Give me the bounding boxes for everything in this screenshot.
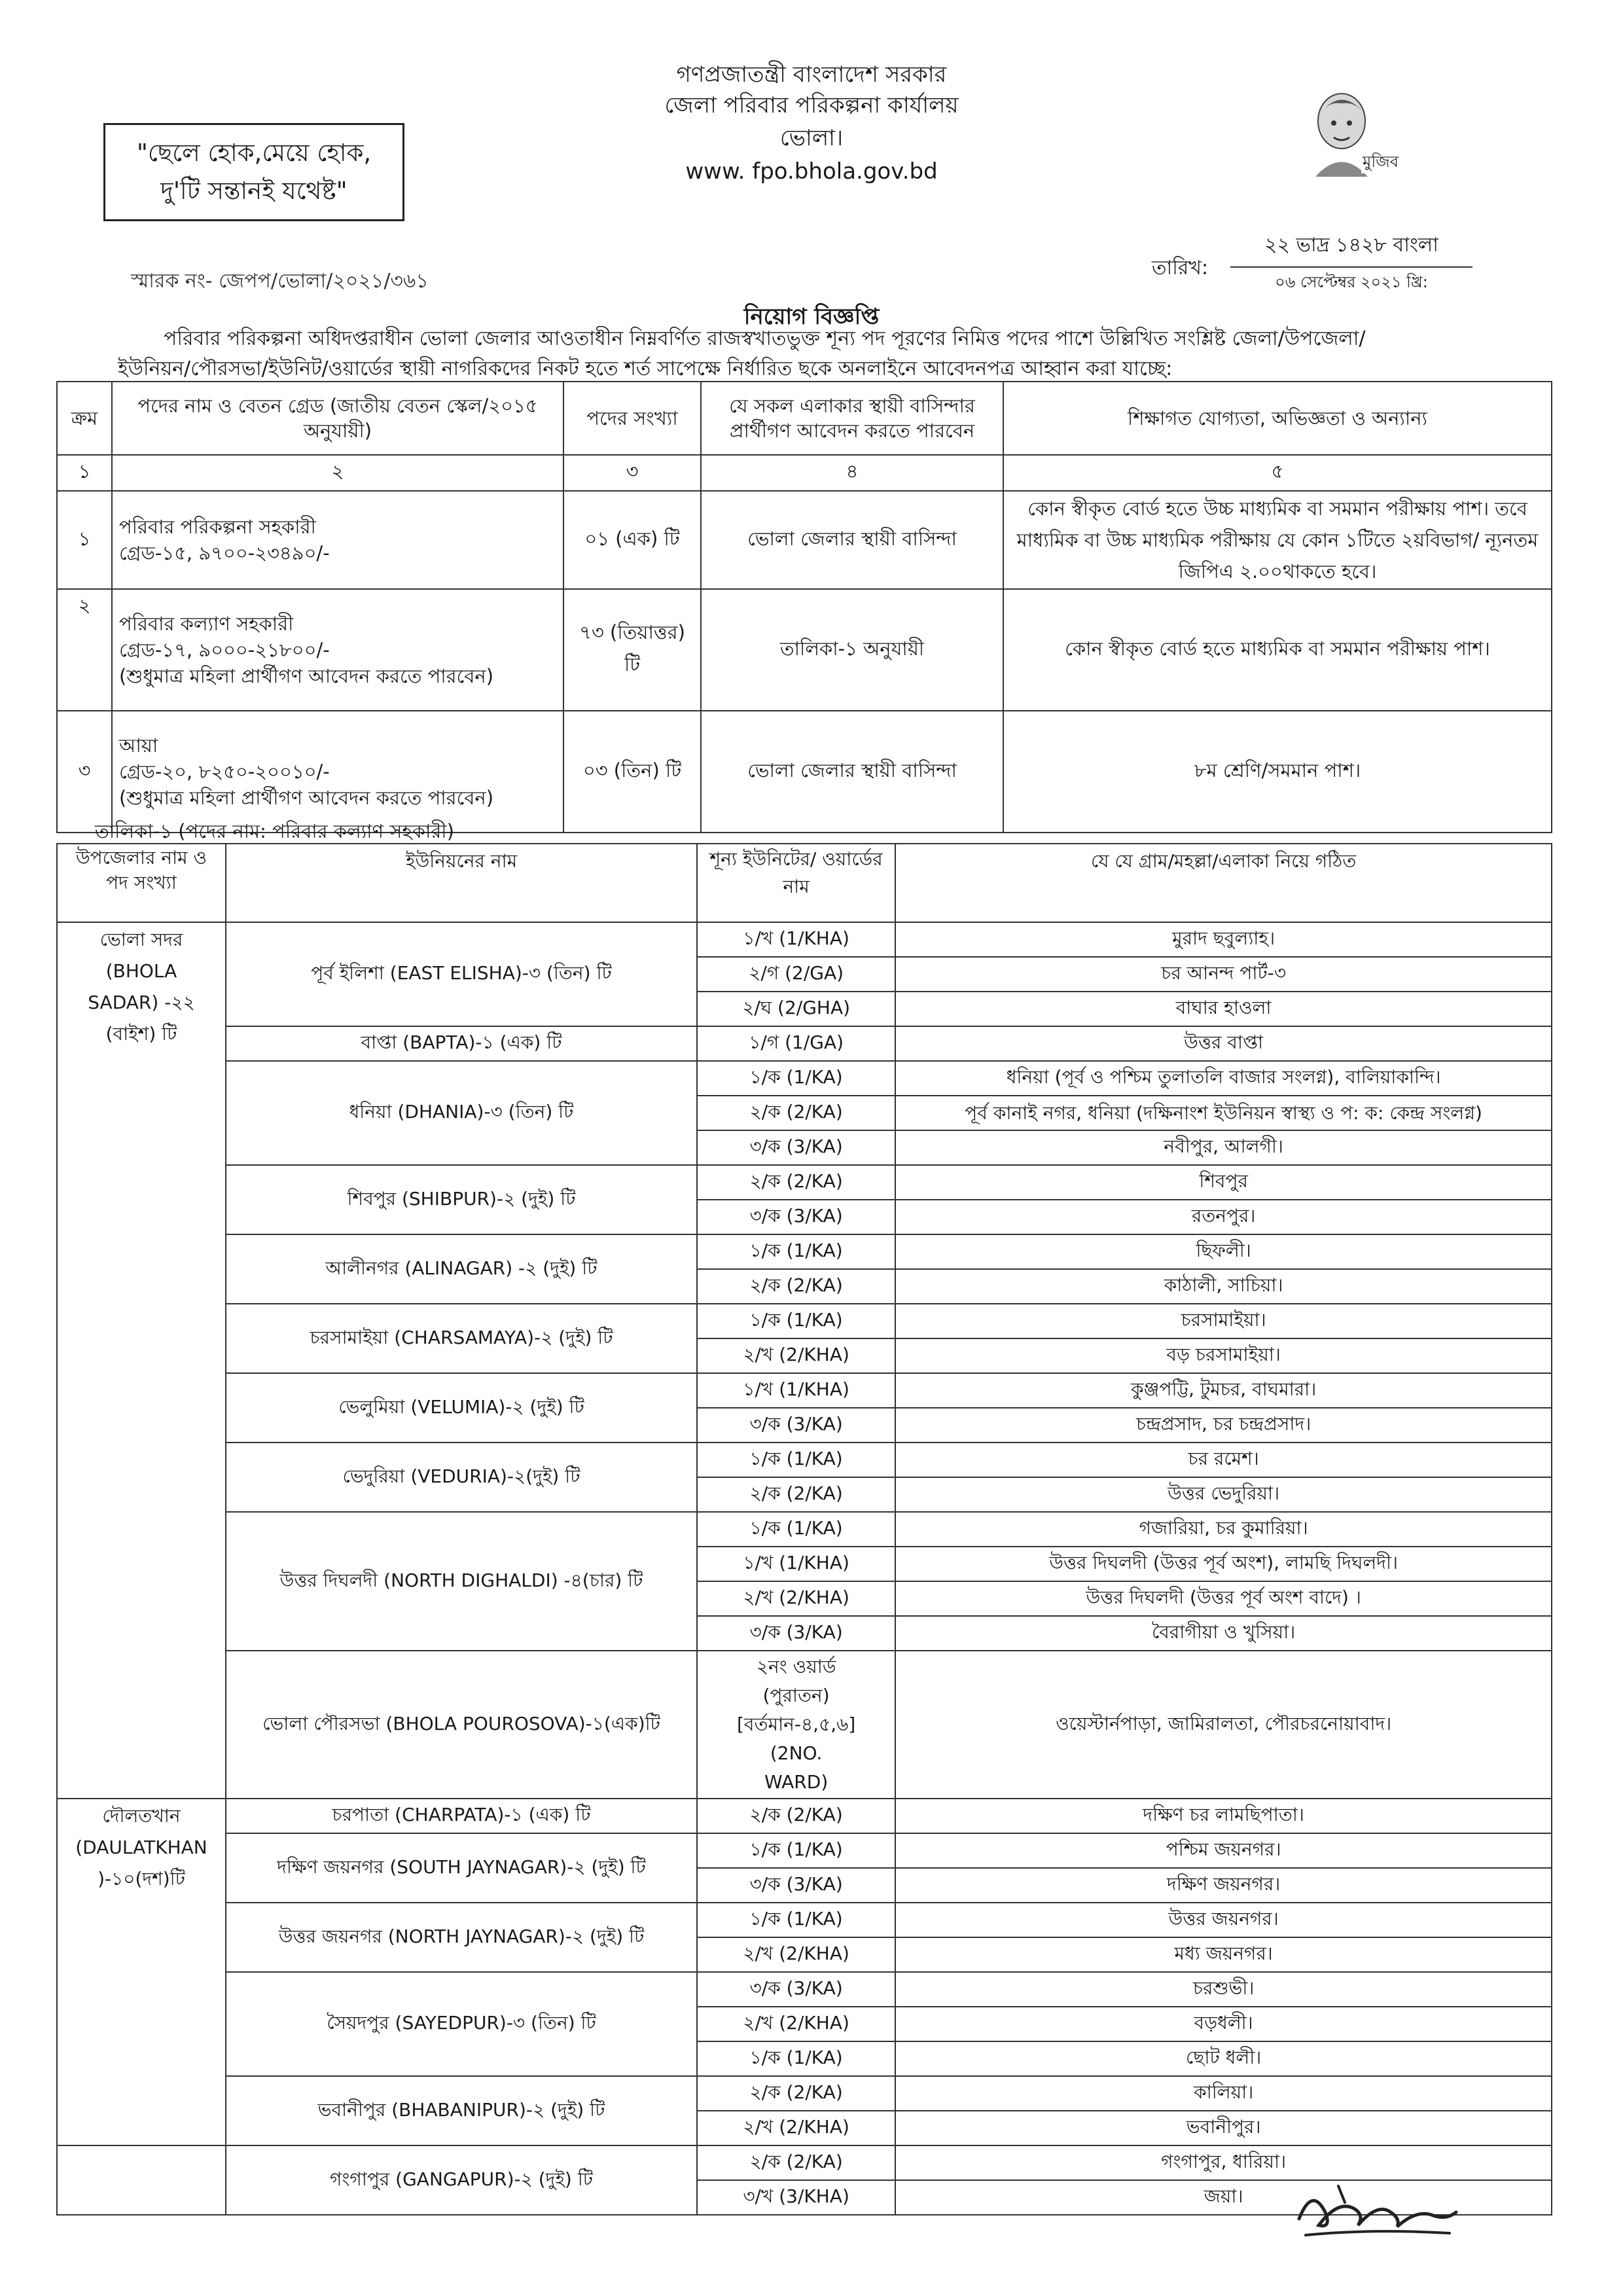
table-row	[57, 1165, 1552, 1200]
date-english: ০৬ সেপ্টেম্বর ২০২১ খ্রি:	[1275, 273, 1428, 291]
villages-cell: কাঠালী, সাচিয়া।	[895, 1269, 1552, 1304]
colnum: ১	[57, 455, 112, 491]
union-name-cell: ভবানীপুর (BHABANIPUR)-২ (দুই) টি	[226, 2076, 697, 2145]
unit-cell: ২নং ওয়ার্ড (পুরাতন) [বর্তমান-৪,৫,৬] (2NO. WARD)	[697, 1651, 895, 1799]
villages-cell: জয়া।	[895, 2180, 1552, 2215]
header-government: গণপ্রজাতন্ত্রী বাংলাদেশ সরকার	[676, 62, 947, 88]
unit-cell: ১/ক (1/KA)	[697, 1443, 895, 1477]
unions-header-unit: শূন্য ইউনিটের/ ওয়ার্ডের নাম	[697, 844, 895, 922]
unit-cell: ২/ক (2/KA)	[697, 2076, 895, 2111]
slogan-box	[103, 123, 404, 221]
post-count: ০১ (এক) টি	[563, 491, 701, 589]
unit-cell: ১/ক (1/KA)	[697, 1833, 895, 1868]
colnum: ৫	[1003, 455, 1552, 491]
villages-cell: উত্তর জয়নগর।	[895, 1903, 1552, 1937]
posts-header-qualification: শিক্ষাগত যোগ্যতা, অভিজ্ঞতা ও অন্যান্য	[1003, 382, 1552, 455]
unions-table	[56, 843, 1552, 2215]
unit-cell: ১/ক (1/KA)	[697, 1304, 895, 1338]
post-name: পরিবার পরিকল্পনা সহকারী	[119, 516, 316, 538]
post-grade: গ্রেড-২০, ৮২৫০-২০০১০/-	[119, 761, 330, 783]
memo-number: স্মারক নং- জেপপ/ভোলা/২০২১/৩৬১	[131, 270, 429, 293]
colnum: ২	[112, 455, 563, 491]
colnum: ৩	[563, 455, 701, 491]
post-note: (শুধুমাত্র মহিলা প্রার্থীগণ আবেদন করতে পারবেন)	[119, 665, 494, 687]
handwritten-signature-icon	[1293, 2173, 1463, 2245]
table-row	[57, 1903, 1552, 1937]
upazila-cell: ভোলা সদর (BHOLA SADAR) -২২ (বাইশ) টি	[57, 922, 226, 1799]
union-name-cell: ভেলুমিয়া (VELUMIA)-২ (দুই) টি	[226, 1373, 697, 1443]
villages-cell: বড়ধলী।	[895, 2007, 1552, 2041]
table-row	[57, 1651, 1552, 1799]
unions-header-union: ইউনিয়নের নাম	[226, 844, 697, 922]
post-name: আয়া	[119, 734, 158, 757]
intro-line-1: পরিবার পরিকল্পনা অধিদপ্তরাধীন ভোলা জেলার আওতাধীন নিম্নবর্ণিত রাজস্বখাতভুক্ত শূন্য পদ পূরণের নিমিত্ত পদের পাশে উল্লিখিত সংশ্লিষ্ট জেলা/উপজেলা/	[164, 327, 1366, 350]
villages-cell: গজারিয়া, চর কুমারিয়া।	[895, 1512, 1552, 1547]
villages-cell: ধনিয়া (পূর্ব ও পশ্চিম তুলাতলি বাজার সংলগ্ন), বালিয়াকান্দি।	[895, 1061, 1552, 1096]
intro-line-2: ইউনিয়ন/পৌরসভা/ইউনিট/ওয়ার্ডের স্থায়ী নাগরিকদের নিকট হতে শর্ত সাপেক্ষে নির্ধারিত ছকে অনলাইনে আবেদনপত্র আহ্বান করা যাচ্ছে:	[118, 357, 1173, 380]
union-name-cell: সৈয়দপুর (SAYEDPUR)-৩ (তিন) টি	[226, 1972, 697, 2076]
post-serial: ১	[57, 491, 112, 589]
union-name-cell: ধনিয়া (DHANIA)-৩ (তিন) টি	[226, 1061, 697, 1165]
table-row	[57, 1443, 1552, 1477]
table-row	[57, 1061, 1552, 1096]
table-row	[57, 1833, 1552, 1868]
villages-cell: মধ্য জয়নগর।	[895, 1937, 1552, 1972]
unit-cell: ২/খ (2/KHA)	[697, 2111, 895, 2145]
posts-header-serial: ক্রম	[57, 382, 112, 455]
unit-cell: ১/ক (1/KA)	[697, 1234, 895, 1269]
villages-cell: রতনপুর।	[895, 1200, 1552, 1234]
post-cell	[112, 711, 563, 833]
post-cell	[112, 491, 563, 589]
posts-colnum-row	[57, 455, 1552, 491]
villages-cell: কুঞ্জপট্টি, টুমচর, বাঘমারা।	[895, 1373, 1552, 1408]
post-row	[57, 589, 1552, 711]
date-bangla: ২২ ভাদ্র ১৪২৮ বাংলা	[1230, 229, 1472, 268]
post-grade: গ্রেড-১৫, ৯৭০০-২৩৪৯০/-	[119, 542, 330, 564]
union-name-cell: চরসামাইয়া (CHARSAMAYA)-২ (দুই) টি	[226, 1304, 697, 1373]
villages-cell: দক্ষিণ জয়নগর।	[895, 1868, 1552, 1903]
villages-cell: কালিয়া।	[895, 2076, 1552, 2111]
post-area: তালিকা-১ অনুযায়ী	[701, 589, 1003, 711]
unit-cell: ১/খ (1/KHA)	[697, 1547, 895, 1581]
union-name-cell: গংগাপুর (GANGAPUR)-২ (দুই) টি	[226, 2145, 697, 2215]
union-name-cell: পূর্ব ইলিশা (EAST ELISHA)-৩ (তিন) টি	[226, 922, 697, 1026]
villages-cell: চর আনন্দ পার্ট-৩	[895, 957, 1552, 992]
unions-header-villages: যে যে গ্রাম/মহল্লা/এলাকা নিয়ে গঠিত	[895, 844, 1552, 922]
union-name-cell: চরপাতা (CHARPATA)-১ (এক) টি	[226, 1799, 697, 1833]
villages-cell: বড় চরসামাইয়া।	[895, 1338, 1552, 1373]
notice-title: নিয়োগ বিজ্ঞপ্তি	[743, 304, 880, 330]
villages-cell: উত্তর দিঘলদী (উত্তর পূর্ব অংশ), লামছি দিঘলদী।	[895, 1547, 1552, 1581]
villages-cell: শিবপুর	[895, 1165, 1552, 1200]
union-name-cell: শিবপুর (SHIBPUR)-২ (দুই) টি	[226, 1165, 697, 1234]
header-district: ভোলা।	[779, 125, 844, 151]
post-count: ০৩ (তিন) টি	[563, 711, 701, 833]
upazila-cell: দৌলতখান (DAULATKHAN )-১০(দশ)টি	[57, 1799, 226, 2145]
unit-cell: ১/ক (1/KA)	[697, 1512, 895, 1547]
mujib-borsho-logo-icon	[1302, 85, 1420, 183]
header-office: জেলা পরিবার পরিকল্পনা কার্যালয়	[664, 92, 959, 118]
table-row	[57, 1373, 1552, 1408]
unit-cell: ২/ক (2/KA)	[697, 1799, 895, 1833]
union-name-cell: দক্ষিণ জয়নগর (SOUTH JAYNAGAR)-২ (দুই) টি	[226, 1833, 697, 1903]
villages-cell: পূর্ব কানাই নগর, ধনিয়া (দক্ষিনাংশ ইউনিয়ন স্বাস্থ্য ও প: ক: কেন্দ্র সংলগ্ন)	[895, 1096, 1552, 1130]
villages-cell: ছিফলী।	[895, 1234, 1552, 1269]
table-row	[57, 1512, 1552, 1547]
villages-cell: গংগাপুর, ধারিয়া।	[895, 2145, 1552, 2180]
unit-cell: ১/গ (1/GA)	[697, 1026, 895, 1061]
unit-cell: ২/ঘ (2/GHA)	[697, 992, 895, 1026]
slogan-line-2: দু'টি সন্তানই যথেষ্ট"	[160, 177, 348, 205]
villages-cell: ভবানীপুর।	[895, 2111, 1552, 2145]
unions-header-upazila: উপজেলার নাম ও পদ সংখ্যা	[57, 844, 226, 922]
unit-cell: ২/ক (2/KA)	[697, 1165, 895, 1200]
table-row	[57, 1026, 1552, 1061]
post-note: (শুধুমাত্র মহিলা প্রার্থীগণ আবেদন করতে পারবেন)	[119, 787, 494, 809]
date-label: তারিখ:	[1152, 257, 1209, 279]
villages-cell: ওয়েস্টার্নপাড়া, জামিরালতা, পৌরচরনোয়াবাদ।	[895, 1651, 1552, 1799]
upazila-cell	[57, 2145, 226, 2215]
unit-cell: ৩/ক (3/KA)	[697, 1868, 895, 1903]
villages-cell: চরশুভী।	[895, 1972, 1552, 2007]
unit-cell: ২/ক (2/KA)	[697, 2145, 895, 2180]
unit-cell: ৩/ক (3/KA)	[697, 1130, 895, 1165]
unit-cell: ১/ক (1/KA)	[697, 1061, 895, 1096]
post-cell	[112, 589, 563, 711]
villages-cell: মুরাদ ছবুল্যাহ।	[895, 922, 1552, 957]
post-qualification: কোন স্বীকৃত বোর্ড হতে মাধ্যমিক বা সমমান পরীক্ষায় পাশ।	[1003, 589, 1552, 711]
villages-cell: চন্দ্রপ্রসাদ, চর চন্দ্রপ্রসাদ।	[895, 1408, 1552, 1443]
unit-cell: ৩/ক (3/KA)	[697, 1408, 895, 1443]
unit-cell: ২/খ (2/KHA)	[697, 1338, 895, 1373]
union-name-cell: ভোলা পৌরসভা (BHOLA POUROSOVA)-১(এক)টি	[226, 1651, 697, 1799]
villages-cell: উত্তর ভেদুরিয়া।	[895, 1477, 1552, 1512]
villages-cell: বাঘার হাওলা	[895, 992, 1552, 1026]
villages-cell: নবীপুর, আলগী।	[895, 1130, 1552, 1165]
villages-cell: উত্তর বাপ্তা	[895, 1026, 1552, 1061]
villages-cell: বৈরাগীয়া ও খুসিয়া।	[895, 1616, 1552, 1651]
post-row	[57, 711, 1552, 833]
posts-header-area: যে সকল এলাকার স্থায়ী বাসিন্দার প্রার্থীগণ আবেদন করতে পারবেন	[701, 382, 1003, 455]
unit-cell: ২/ক (2/KA)	[697, 1096, 895, 1130]
unit-cell: ২/ক (2/KA)	[697, 1269, 895, 1304]
villages-cell: চর রমেশ।	[895, 1443, 1552, 1477]
unit-cell: ২/খ (2/KHA)	[697, 1937, 895, 1972]
post-qualification: কোন স্বীকৃত বোর্ড হতে উচ্চ মাধ্যমিক বা সমমান পরীক্ষায় পাশ। তবে মাধ্যমিক বা উচ্চ মাধ্যমিক পরীক্ষায় যে কোন ১টিতে ২য়বিভাগ/ ন্যূনতম জিপিএ ২.০০থাকতে হবে।	[1003, 491, 1552, 589]
unit-cell: ২/খ (2/KHA)	[697, 1581, 895, 1616]
union-name-cell: আলীনগর (ALINAGAR) -২ (দুই) টি	[226, 1234, 697, 1304]
unit-cell: ৩/ক (3/KA)	[697, 1616, 895, 1651]
post-qualification: ৮ম শ্রেণি/সমমান পাশ।	[1003, 711, 1552, 833]
table-row	[57, 1234, 1552, 1269]
unit-cell: ৩/ক (3/KA)	[697, 1972, 895, 2007]
post-count: ৭৩ (তিয়াত্তর) টি	[563, 589, 701, 711]
unit-cell: ১/খ (1/KHA)	[697, 922, 895, 957]
posts-header-row	[57, 382, 1552, 455]
post-row	[57, 491, 1552, 589]
svg-text:মুজিব: মুজিব	[1363, 152, 1399, 171]
villages-cell: পশ্চিম জয়নগর।	[895, 1833, 1552, 1868]
union-name-cell: উত্তর দিঘলদী (NORTH DIGHALDI) -৪(চার) টি	[226, 1512, 697, 1651]
unit-cell: ৩/ক (3/KA)	[697, 1200, 895, 1234]
table-row	[57, 1799, 1552, 1833]
post-serial: ২	[57, 589, 112, 711]
post-serial: ৩	[57, 711, 112, 833]
posts-header-count: পদের সংখ্যা	[563, 382, 701, 455]
villages-cell: ছোট ধলী।	[895, 2041, 1552, 2076]
unit-cell: ২/খ (2/KHA)	[697, 2007, 895, 2041]
post-name: পরিবার কল্যাণ সহকারী	[119, 613, 294, 635]
villages-cell: উত্তর দিঘলদী (উত্তর পূর্ব অংশ বাদে) ।	[895, 1581, 1552, 1616]
slogan-line-1: "ছেলে হোক,মেয়ে হোক,	[136, 139, 372, 167]
villages-cell: দক্ষিণ চর লামছিপাতা।	[895, 1799, 1552, 1833]
union-name-cell: উত্তর জয়নগর (NORTH JAYNAGAR)-২ (দুই) টি	[226, 1903, 697, 1972]
villages-cell: চরসামাইয়া।	[895, 1304, 1552, 1338]
unit-cell: ৩/খ (3/KHA)	[697, 2180, 895, 2215]
unions-header-row	[57, 844, 1552, 922]
unit-cell: ১/খ (1/KHA)	[697, 1373, 895, 1408]
unit-cell: ২/ক (2/KA)	[697, 1477, 895, 1512]
unit-cell: ১/ক (1/KA)	[697, 1903, 895, 1937]
intro-paragraph	[118, 324, 1512, 384]
post-grade: গ্রেড-১৭, ৯০০০-২১৮০০/-	[119, 639, 330, 661]
post-area: ভোলা জেলার স্থায়ী বাসিন্দা	[701, 491, 1003, 589]
header-website[interactable]: www. fpo.bhola.gov.bd	[685, 158, 938, 185]
posts-table	[56, 381, 1552, 833]
date-block	[1230, 229, 1472, 296]
unit-cell: ১/ক (1/KA)	[697, 2041, 895, 2076]
posts-header-post: পদের নাম ও বেতন গ্রেড (জাতীয় বেতন স্কেল/২০১৫ অনুযায়ী)	[112, 382, 563, 455]
post-area: ভোলা জেলার স্থায়ী বাসিন্দা	[701, 711, 1003, 833]
table-row	[57, 1304, 1552, 1338]
talika-caption: তালিকা-১ (পদের নাম: পরিবার কল্যাণ সহকারী)	[95, 820, 454, 842]
table-row	[57, 1972, 1552, 2007]
union-name-cell: বাপ্তা (BAPTA)-১ (এক) টি	[226, 1026, 697, 1061]
unit-cell: ২/গ (2/GA)	[697, 957, 895, 992]
colnum: ৪	[701, 455, 1003, 491]
table-row	[57, 922, 1552, 957]
table-row	[57, 2076, 1552, 2111]
union-name-cell: ভেদুরিয়া (VEDURIA)-২(দুই) টি	[226, 1443, 697, 1512]
